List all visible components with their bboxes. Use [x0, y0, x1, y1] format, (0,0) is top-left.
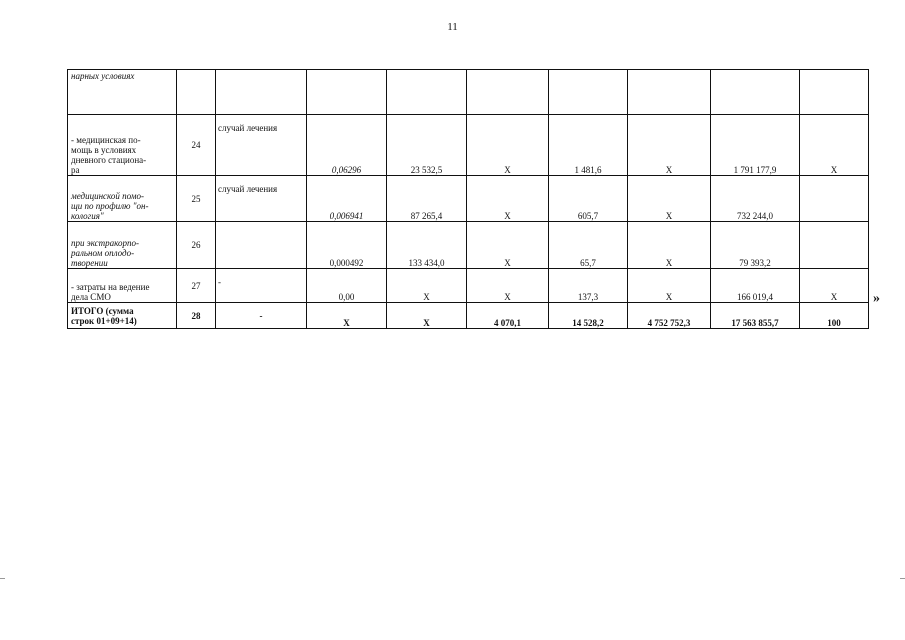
row-unit-cell: - [216, 269, 307, 303]
closing-quote: » [873, 291, 880, 306]
value-cell: 0,06296 [307, 115, 387, 176]
row-code-cell: 25 [177, 176, 216, 222]
value-cell: 14 528,2 [549, 303, 628, 329]
row-code-cell [177, 70, 216, 115]
value-cell: 137,3 [549, 269, 628, 303]
row-unit-cell: случай лечения [216, 115, 307, 176]
table-row [68, 115, 869, 176]
value-cell: Х [467, 269, 549, 303]
value-cell: Х [628, 222, 711, 269]
value-cell [628, 70, 711, 115]
value-cell: 1 791 177,9 [711, 115, 800, 176]
table-row [68, 269, 869, 303]
value-cell: Х [307, 303, 387, 329]
row-name-cell: медицинской помо- щи по профилю "он- кология" [68, 176, 177, 222]
value-cell: Х [467, 115, 549, 176]
row-unit-cell: случай лечения [216, 176, 307, 222]
table-row [68, 222, 869, 269]
value-cell: Х [628, 269, 711, 303]
value-cell: Х [387, 269, 467, 303]
value-cell: 17 563 855,7 [711, 303, 800, 329]
row-code-cell: 24 [177, 115, 216, 176]
value-cell: 4 752 752,3 [628, 303, 711, 329]
value-cell: Х [800, 115, 869, 176]
row-unit-cell [216, 222, 307, 269]
value-cell: 65,7 [549, 222, 628, 269]
value-cell: 605,7 [549, 176, 628, 222]
value-cell: Х [467, 176, 549, 222]
value-cell [800, 70, 869, 115]
value-cell: Х [467, 222, 549, 269]
edge-mark [0, 578, 5, 579]
value-cell: Х [800, 269, 869, 303]
row-name-cell: нарных условиях [68, 70, 177, 115]
value-cell [800, 222, 869, 269]
value-cell: 133 434,0 [387, 222, 467, 269]
value-cell [307, 70, 387, 115]
row-name-cell: при экстракорпо- ральном оплодо- творении [68, 222, 177, 269]
table-row [68, 176, 869, 222]
value-cell [549, 70, 628, 115]
value-cell: Х [387, 303, 467, 329]
row-unit-cell [216, 70, 307, 115]
row-code-cell: 28 [177, 303, 216, 329]
value-cell: 0,000492 [307, 222, 387, 269]
row-name-cell: ИТОГО (сумма строк 01+09+14) [68, 303, 177, 329]
value-cell: 23 532,5 [387, 115, 467, 176]
value-cell [387, 70, 467, 115]
value-cell: Х [628, 176, 711, 222]
table-body [68, 70, 869, 329]
value-cell: Х [628, 115, 711, 176]
row-unit-cell: - [216, 303, 307, 329]
row-name-cell: - медицинская по- мощь в условиях дневного стациона- ра [68, 115, 177, 176]
value-cell: 166 019,4 [711, 269, 800, 303]
row-code-cell: 27 [177, 269, 216, 303]
value-cell: 1 481,6 [549, 115, 628, 176]
value-cell: 79 393,2 [711, 222, 800, 269]
page-number: 11 [447, 21, 458, 33]
data-table [67, 69, 869, 329]
value-cell: 732 244,0 [711, 176, 800, 222]
value-cell: 100 [800, 303, 869, 329]
table-row [68, 303, 869, 329]
edge-mark [900, 578, 905, 579]
value-cell [467, 70, 549, 115]
value-cell: 0,00 [307, 269, 387, 303]
value-cell: 4 070,1 [467, 303, 549, 329]
value-cell: 87 265,4 [387, 176, 467, 222]
value-cell: 0,006941 [307, 176, 387, 222]
row-code-cell: 26 [177, 222, 216, 269]
value-cell [711, 70, 800, 115]
row-name-cell: - затраты на ведение дела СМО [68, 269, 177, 303]
table-row [68, 70, 869, 115]
value-cell [800, 176, 869, 222]
